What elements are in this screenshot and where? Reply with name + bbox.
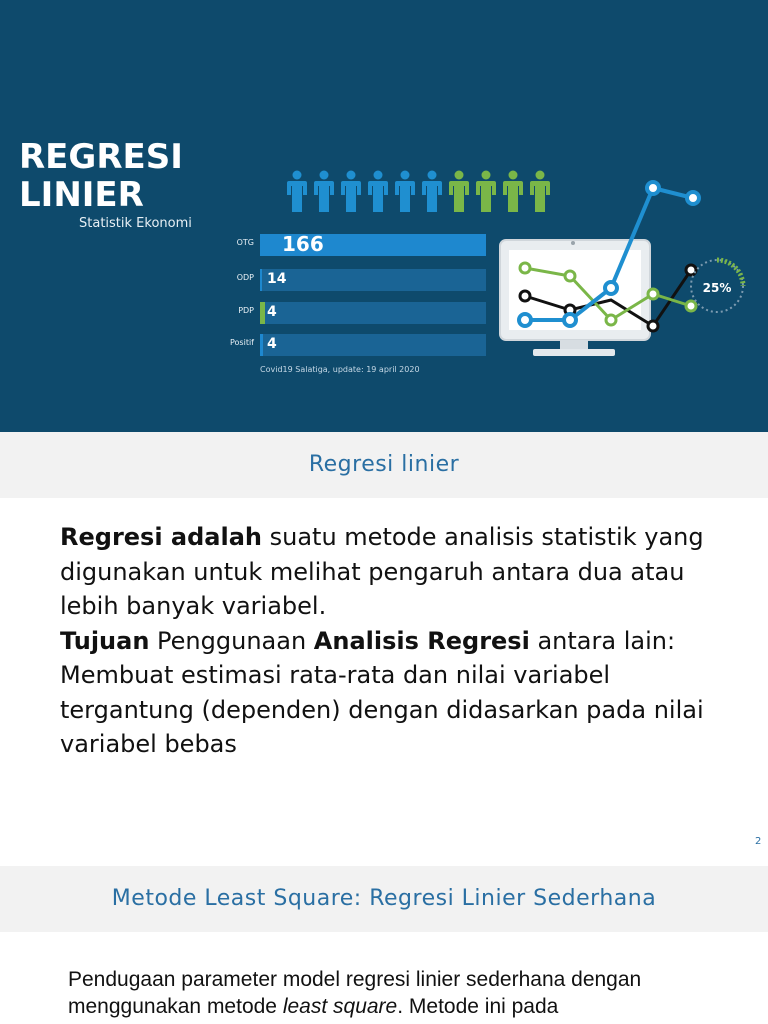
bar-label-odp: ODP bbox=[236, 273, 254, 282]
purpose-text-2: antara lain: Membuat estimasi rata-rata dan nilai variabel tergantung (dependen) dengan didasarkan pada nilai variabel bebas bbox=[60, 626, 704, 758]
person-icon bbox=[285, 170, 309, 214]
bar-value-otg: 166 bbox=[282, 232, 324, 256]
person-icon bbox=[312, 170, 336, 214]
bar-track bbox=[260, 334, 486, 356]
slide2-body bbox=[60, 520, 710, 762]
bar-row-pdp bbox=[222, 302, 487, 324]
person-icon bbox=[393, 170, 417, 214]
slide3-heading: Metode Least Square: Regresi Linier Sederhana bbox=[111, 886, 657, 911]
data-source-note: Covid19 Salatiga, update: 19 april 2020 bbox=[260, 365, 420, 374]
bar-value-odp: 14 bbox=[267, 271, 287, 287]
title-line-2: LINIER bbox=[19, 175, 144, 215]
title-slide bbox=[0, 0, 768, 432]
slide2-header-band bbox=[0, 432, 768, 498]
slide3-body bbox=[68, 966, 748, 1020]
bar-fill-odp bbox=[260, 269, 262, 291]
gauge-label: 25% bbox=[702, 281, 732, 295]
title-line-1: REGRESI bbox=[19, 137, 183, 177]
term-regresi-adalah: Regresi adalah bbox=[60, 523, 262, 551]
slide-subtitle: Statistik Ekonomi bbox=[79, 216, 192, 231]
page-number: 2 bbox=[755, 836, 762, 847]
slide3-text-end: . Metode ini pada bbox=[397, 995, 559, 1018]
definition-text: suatu metode analisis statistik yang digunakan untuk melihat pengaruh antara dua atau lebih banyak variabel. bbox=[60, 523, 704, 620]
bar-track bbox=[260, 269, 486, 291]
case-bar-chart bbox=[222, 234, 492, 364]
slide2-heading: Regresi linier bbox=[308, 452, 460, 477]
slide3-text-start: Pendugaan parameter model regresi linier sederhana dengan menggunakan metode bbox=[68, 968, 642, 1018]
slide3-header-band bbox=[0, 866, 768, 932]
purpose-text-1: Penggunaan bbox=[149, 626, 314, 655]
bar-label-otg: OTG bbox=[236, 238, 254, 247]
bar-value-pdp: 4 bbox=[267, 304, 277, 320]
term-analisis-regresi: Analisis Regresi bbox=[313, 626, 530, 655]
bar-label-positif: Positif bbox=[230, 338, 254, 347]
bar-fill-pdp bbox=[260, 302, 265, 324]
person-icon bbox=[339, 170, 363, 214]
bar-label-pdp: PDP bbox=[238, 306, 254, 315]
person-icon bbox=[366, 170, 390, 214]
person-icon bbox=[420, 170, 444, 214]
bar-fill-positif bbox=[260, 334, 263, 356]
monitor-stand bbox=[533, 349, 615, 356]
slide-title bbox=[19, 138, 183, 214]
monitor-chart-illustration bbox=[495, 170, 760, 370]
bar-track bbox=[260, 302, 486, 324]
term-least-square: least square bbox=[282, 995, 398, 1018]
person-icon bbox=[447, 170, 471, 214]
bar-row-odp bbox=[222, 269, 487, 291]
term-tujuan: Tujuan bbox=[60, 626, 150, 655]
monitor-camera bbox=[571, 241, 575, 245]
bar-value-positif: 4 bbox=[267, 336, 277, 352]
bar-row-otg bbox=[222, 234, 487, 256]
monitor-neck bbox=[560, 340, 588, 350]
bar-row-positif bbox=[222, 334, 487, 356]
